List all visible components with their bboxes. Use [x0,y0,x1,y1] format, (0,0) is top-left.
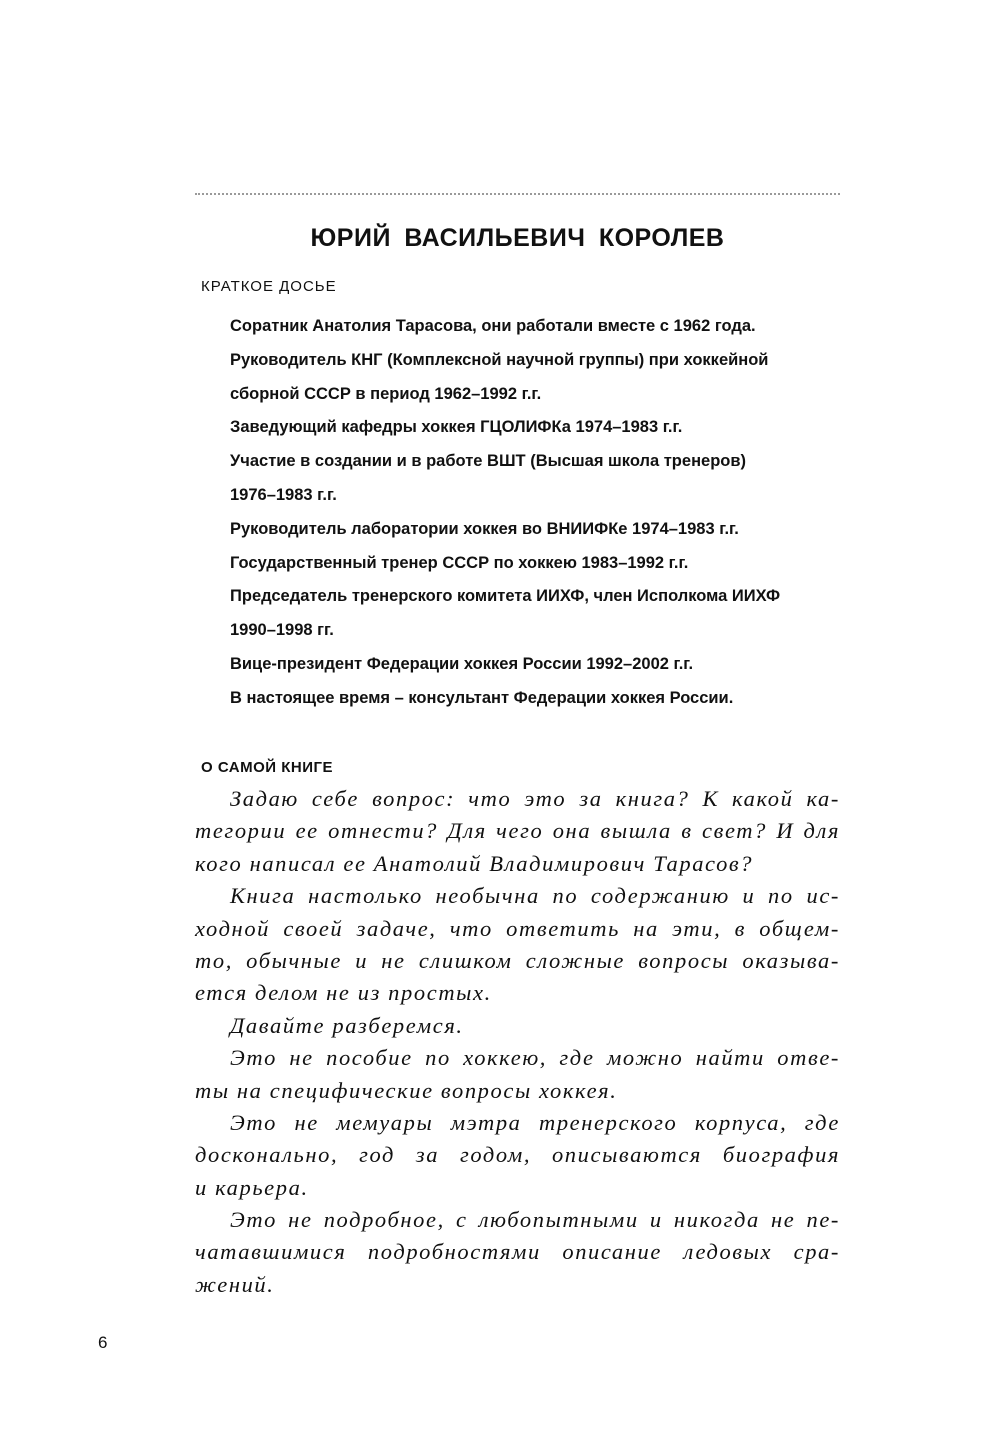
dossier-line: Руководитель КНГ (Комплексной научной группы) при хоккейной [230,350,769,369]
page-title: ЮРИЙ ВАСИЛЬЕВИЧ КОРОЛЕВ [310,224,725,252]
text-line: кого написал ее Анатолий Владимирович Тарасов? [195,850,754,876]
dossier-line: Заведующий кафедры хоккея ГЦОЛИФКа 1974–1983 г.г. [230,418,683,437]
dossier-line: сборной СССР в период 1962–1992 г.г. [230,384,542,403]
dossier-list [230,310,840,716]
dotted-separator [195,193,840,195]
dossier-line: 1976–1983 г.г. [230,485,337,504]
page-number: 6 [98,1333,108,1352]
text-line: Давайте разберемся. [230,1012,464,1038]
text-line: Это не пособие по хоккею, где можно найти отве- [230,1045,840,1071]
text-line: досконально, год за годом, описываются биография [195,1142,840,1168]
text-line: ется делом не из простых. [195,980,492,1006]
text-line: ты на специфические вопросы хоккея. [195,1077,618,1103]
text-line: тегории ее отнести? Для чего она вышла в свет? И для [195,818,840,844]
dossier-heading: КРАТКОЕ ДОСЬЕ [201,278,337,295]
dossier-line: Вице-президент Федерации хоккея России 1992–2002 г.г. [230,654,694,673]
book-section-heading: О САМОЙ КНИГЕ [201,759,334,776]
text-line: Это не подробное, с любопытными и никогда не пе- [230,1207,840,1233]
dossier-line: Государственный тренер СССР по хоккею 1983–1992 г.г. [230,553,689,572]
dossier-line: 1990–1998 гг. [230,621,334,640]
book-section-text [195,783,840,1301]
dossier-line: Руководитель лаборатории хоккея во ВНИИФКе 1974–1983 г.г. [230,519,739,538]
dossier-line: Председатель тренерского комитета ИИХФ, член Исполкома ИИХФ [230,587,781,606]
text-line: Книга настолько необычна по содержанию и по ис- [230,883,840,909]
text-line: и карьера. [195,1174,309,1200]
text-line: Это не мемуары мэтра тренерского корпуса, где [230,1109,840,1135]
text-line: ходной своей задаче, что ответить на эти, в общем- [195,915,840,941]
dossier-line: В настоящее время – консультант Федерации хоккея России. [230,688,734,707]
text-line: жений. [195,1271,275,1297]
text-line: то, обычные и не слишком сложные вопросы оказыва- [195,947,840,973]
dossier-line: Участие в создании и в работе ВШТ (Высшая школа тренеров) [230,452,747,471]
dossier-line: Соратник Анатолия Тарасова, они работали вместе с 1962 года. [230,317,756,335]
text-line: чатавшимися подробностями описание ледовых сра- [195,1239,840,1265]
text-line: Задаю себе вопрос: что это за книга? К какой ка- [230,786,840,811]
